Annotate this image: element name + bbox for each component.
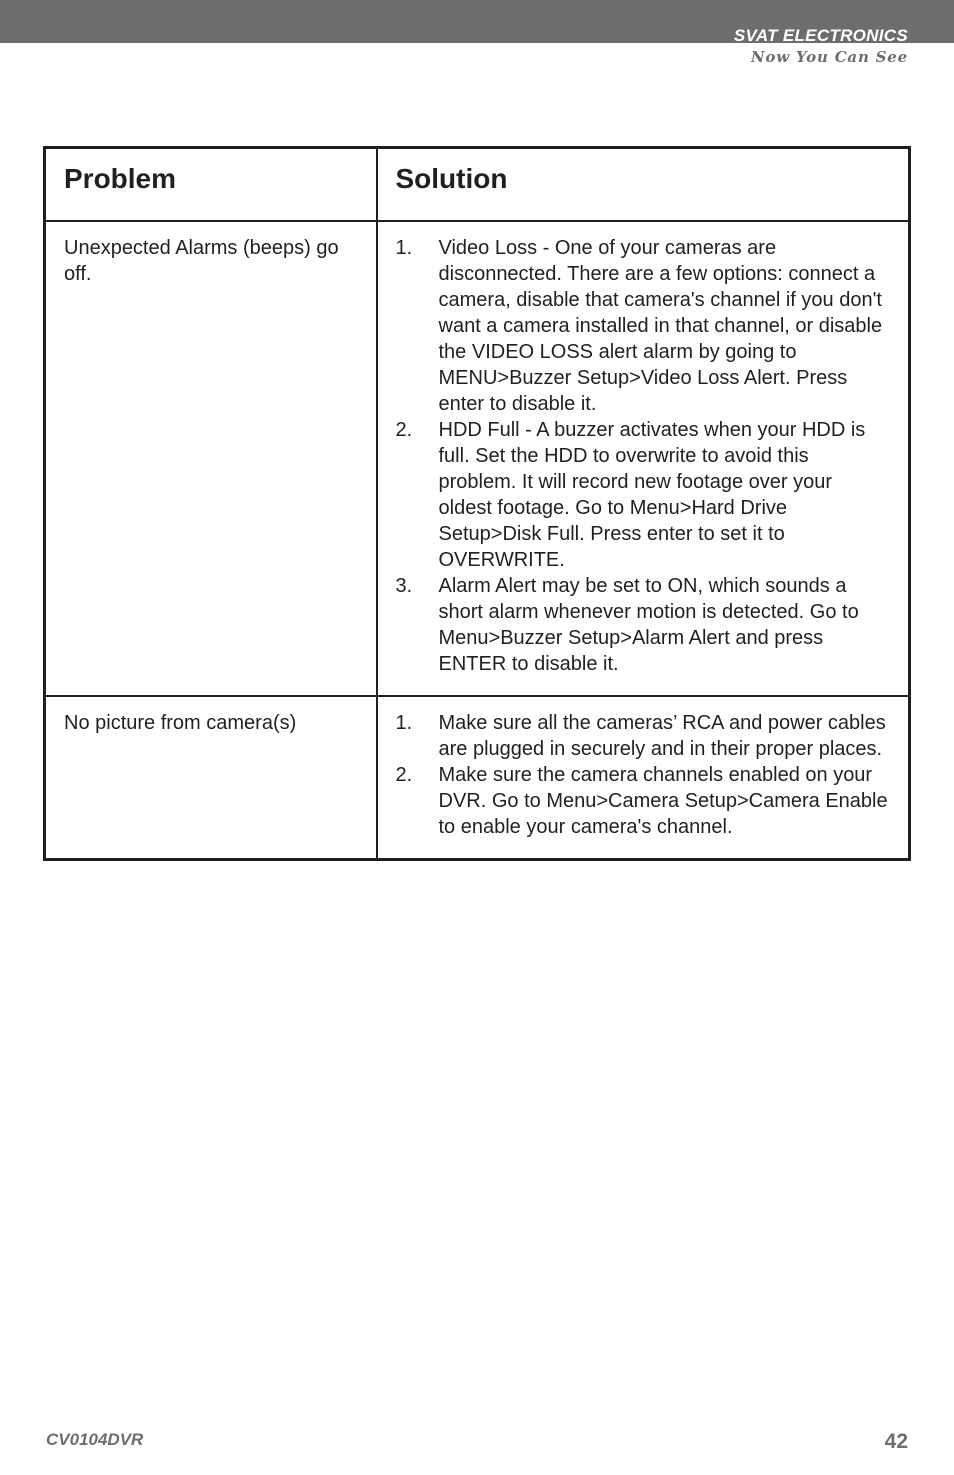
solution-step: [396, 573, 891, 677]
brand-tagline: Now You Can See: [750, 48, 908, 66]
troubleshooting-table: [43, 146, 911, 861]
solution-steps: [396, 710, 891, 840]
step-number: 3.: [395, 574, 413, 597]
problem-column-header: Problem: [45, 148, 377, 221]
solution-step: [396, 762, 891, 840]
solution-steps: [396, 235, 891, 677]
solution-step: [396, 235, 891, 417]
problem-cell: No picture from camera(s): [45, 696, 377, 860]
table-row: [45, 696, 910, 860]
table-row: [45, 221, 910, 696]
solution-step: [396, 710, 891, 762]
page-number: 42: [884, 1430, 908, 1453]
solution-cell: [377, 696, 910, 860]
step-text: Make sure all the cameras’ RCA and power cables are plugged in securely and in their proper places.: [438, 711, 886, 760]
step-number: 1.: [395, 236, 413, 259]
solution-column-header: Solution: [377, 148, 910, 221]
step-number: 1.: [395, 711, 413, 734]
step-number: 2.: [395, 418, 413, 441]
table-header-row: [45, 148, 910, 221]
solution-step: [396, 417, 891, 573]
step-text: Alarm Alert may be set to ON, which sounds a short alarm whenever motion is detected. Go to Menu>Buzzer Setup>Alarm Alert and press ENTER to disable it.: [438, 574, 859, 675]
brand-name: SVAT ELECTRONICS: [733, 26, 908, 45]
step-text: HDD Full - A buzzer activates when your HDD is full. Set the HDD to overwrite to avoid this problem. It will record new footage over your oldest footage. Go to Menu>Hard Drive Setup>Disk Full. Press enter to set it to OVERWRITE.: [438, 418, 866, 571]
problem-cell: Unexpected Alarms (beeps) go off.: [45, 221, 377, 696]
step-number: 2.: [395, 763, 413, 786]
step-text: Make sure the camera channels enabled on your DVR. Go to Menu>Camera Setup>Camera Enable to enable your camera's channel.: [438, 763, 888, 838]
solution-cell: [377, 221, 910, 696]
footer-model-number: CV0104DVR: [46, 1430, 144, 1449]
step-text: Video Loss - One of your cameras are disconnected. There are a few options: connect a camera, disable that camera's channel if you don't want a camera installed in that channel, or disable the VIDEO LOSS alert alarm by going to MENU>Buzzer Setup>Video Loss Alert. Press enter to disable it.: [438, 236, 883, 415]
